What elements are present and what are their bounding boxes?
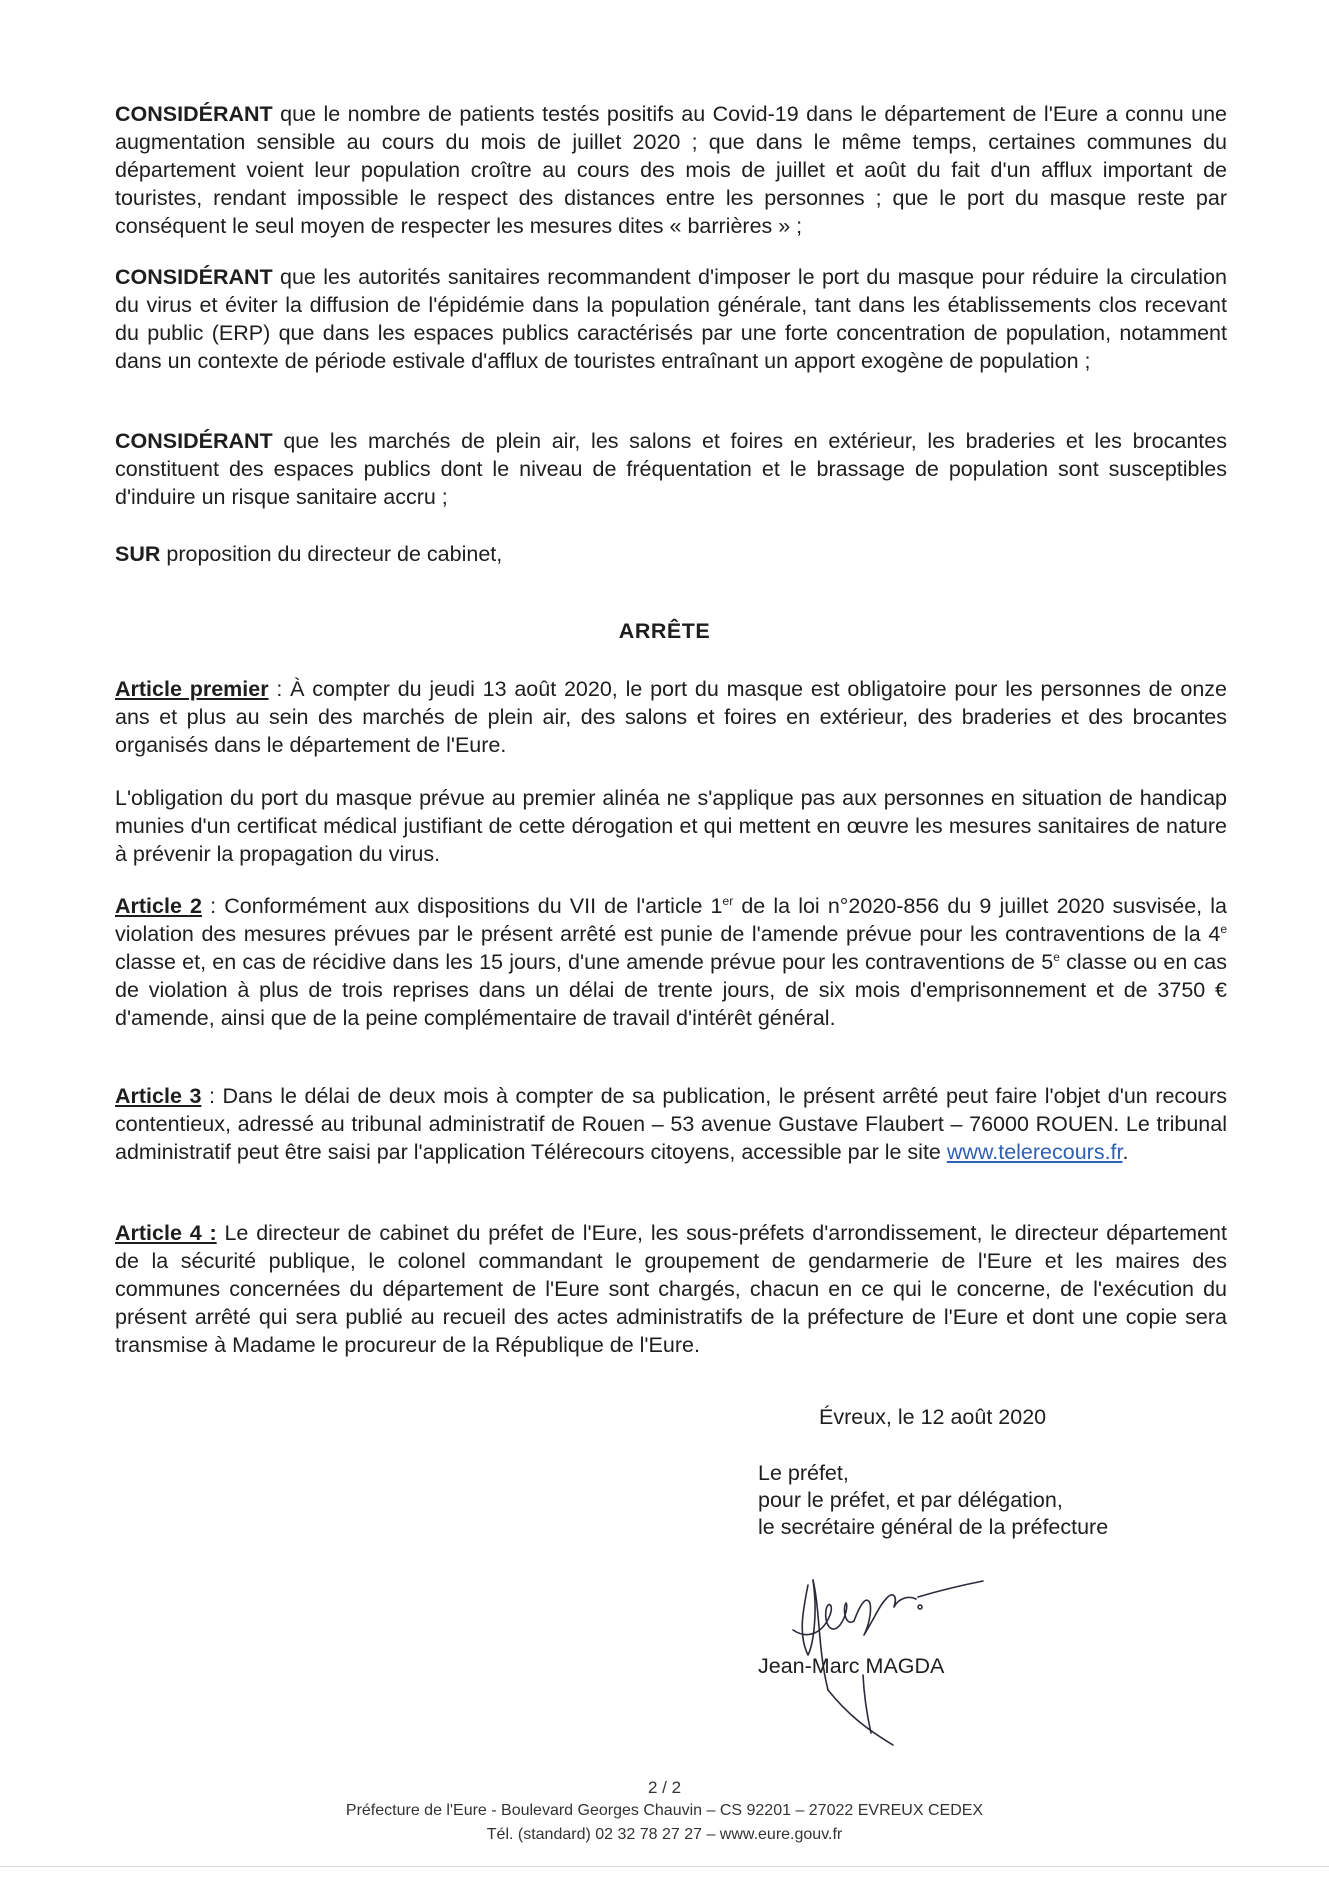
page-bottom-divider	[0, 1866, 1329, 1867]
article-3-end: .	[1122, 1140, 1129, 1164]
signature-date-place: Évreux, le 12 août 2020	[819, 1405, 1047, 1429]
article-2	[115, 892, 1227, 1032]
article-3-label: Article 3	[115, 1084, 202, 1108]
considerant-label: CONSIDÉRANT	[115, 265, 273, 289]
signatory-title-line-3: le secrétaire général de la préfecture	[758, 1515, 1109, 1539]
signatory-title-line-1: Le préfet,	[758, 1461, 849, 1485]
article-2-text-b: de la loi n°2020-856 du 9 juillet 2020 susvisée, la violation des mesures prévues par le présent arrêté est punie de l'amende prévue pour les contraventions de la 4	[115, 894, 1227, 946]
considerant-paragraph-2	[115, 263, 1227, 375]
article-2-text-d: classe ou en cas de violation à plus de trois reprises dans un délai de trente jours, de six mois d'emprisonnement et de 3750 € d'amende, ainsi que de la peine complémentaire de travail d'intérêt général.	[115, 950, 1227, 1030]
article-4-text: Le directeur de cabinet du préfet de l'Eure, les sous-préfets d'arrondissement, le directeur département de la sécurité publique, le colonel commandant le groupement de gendarmerie de l'Eure et les maires des communes concernées du département de l'Eure sont chargés, chacun en ce qui le concerne, de l'exécution du présent arrêté qui sera publié au recueil des actes administratifs de la préfecture de l'Eure et dont une copie sera transmise à Madame le procureur de la République de l'Eure.	[115, 1221, 1227, 1357]
considerant-paragraph-3	[115, 427, 1227, 511]
article-4	[115, 1219, 1227, 1359]
considerant-paragraph-1	[115, 100, 1227, 240]
page-number: 2 / 2	[647, 1778, 682, 1797]
article-2-text-a: : Conformément aux dispositions du VII de l'article 1	[202, 894, 723, 918]
signature-block	[758, 1460, 1108, 1541]
article-3	[115, 1082, 1227, 1166]
considerant-text: que les autorités sanitaires recommandent d'imposer le port du masque pour réduire la circulation du virus et éviter la diffusion de l'épidémie dans la population générale, tant dans les établissements clos recevant du public (ERP) que dans les espaces publics caractérisés par une forte concentration de population, notamment dans un contexte de période estivale d'afflux de touristes entraînant un apport exogène de population ;	[115, 265, 1227, 373]
superscript-er: er	[722, 893, 734, 908]
signatory-title-line-2: pour le préfet, et par délégation,	[758, 1488, 1063, 1512]
considerant-text: que le nombre de patients testés positifs au Covid-19 dans le département de l'Eure a connu une augmentation sensible au cours du mois de juillet 2020 ; que dans le même temps, certaines communes du département voient leur population croître au cours des mois de juillet et août du fait d'un afflux important de touristes, rendant impossible le respect des distances entre les personnes ; que le port du masque reste par conséquent le seul moyen de respecter les mesures dites « barrières » ;	[115, 102, 1227, 238]
article-2-text-c: classe et, en cas de récidive dans les 15 jours, d'une amende prévue pour les contraventions de 5	[115, 950, 1054, 974]
sur-text: proposition du directeur de cabinet,	[160, 542, 503, 566]
article-3-text: : Dans le délai de deux mois à compter de sa publication, le présent arrêté peut faire l'objet d'un recours contentieux, adressé au tribunal administratif de Rouen – 53 avenue Gustave Flaubert – 76000 ROUEN. Le tribunal administratif peut être saisi par l'application Télérecours citoyens, accessible par le site	[115, 1084, 1227, 1164]
article-premier-paragraph-2	[115, 784, 1227, 868]
sur-proposition-paragraph	[115, 540, 1227, 568]
considerant-label: CONSIDÉRANT	[115, 102, 273, 126]
footer-address: Préfecture de l'Eure - Boulevard Georges Chauvin – CS 92201 – 27022 EVREUX CEDEX	[345, 1802, 984, 1819]
sur-label: SUR	[115, 542, 161, 566]
signatory-name: Jean-Marc MAGDA	[758, 1654, 945, 1678]
superscript-e: e	[1053, 949, 1060, 964]
considerant-label: CONSIDÉRANT	[115, 429, 273, 453]
article-premier-para2-text: L'obligation du port du masque prévue au premier alinéa ne s'applique pas aux personnes en situation de handicap munies d'un certificat médical justifiant de cette dérogation et qui mettent en œuvre les mesures sanitaires de nature à prévenir la propagation du virus.	[115, 786, 1227, 866]
article-4-label: Article 4 :	[115, 1221, 217, 1245]
article-premier-text: : À compter du jeudi 13 août 2020, le port du masque est obligatoire pour les personnes de onze ans et plus au sein des marchés de plein air, des salons et foires en extérieur, des braderies et des brocantes organisés dans le département de l'Eure.	[115, 677, 1227, 757]
article-2-label: Article 2	[115, 894, 202, 918]
considerant-text: que les marchés de plein air, les salons et foires en extérieur, les braderies et les brocantes constituent des espaces publics dont le niveau de fréquentation et le brassage de population sont susceptibles d'induire un risque sanitaire accru ;	[115, 429, 1227, 509]
article-premier	[115, 675, 1227, 759]
superscript-e: e	[1220, 921, 1227, 936]
arrete-heading: ARRÊTE	[618, 619, 711, 643]
telerecours-link[interactable]: www.telerecours.fr	[946, 1140, 1123, 1164]
article-premier-label: Article premier	[115, 677, 269, 701]
footer-contact: Tél. (standard) 02 32 78 27 27 – www.eure.gouv.fr	[486, 1826, 843, 1843]
